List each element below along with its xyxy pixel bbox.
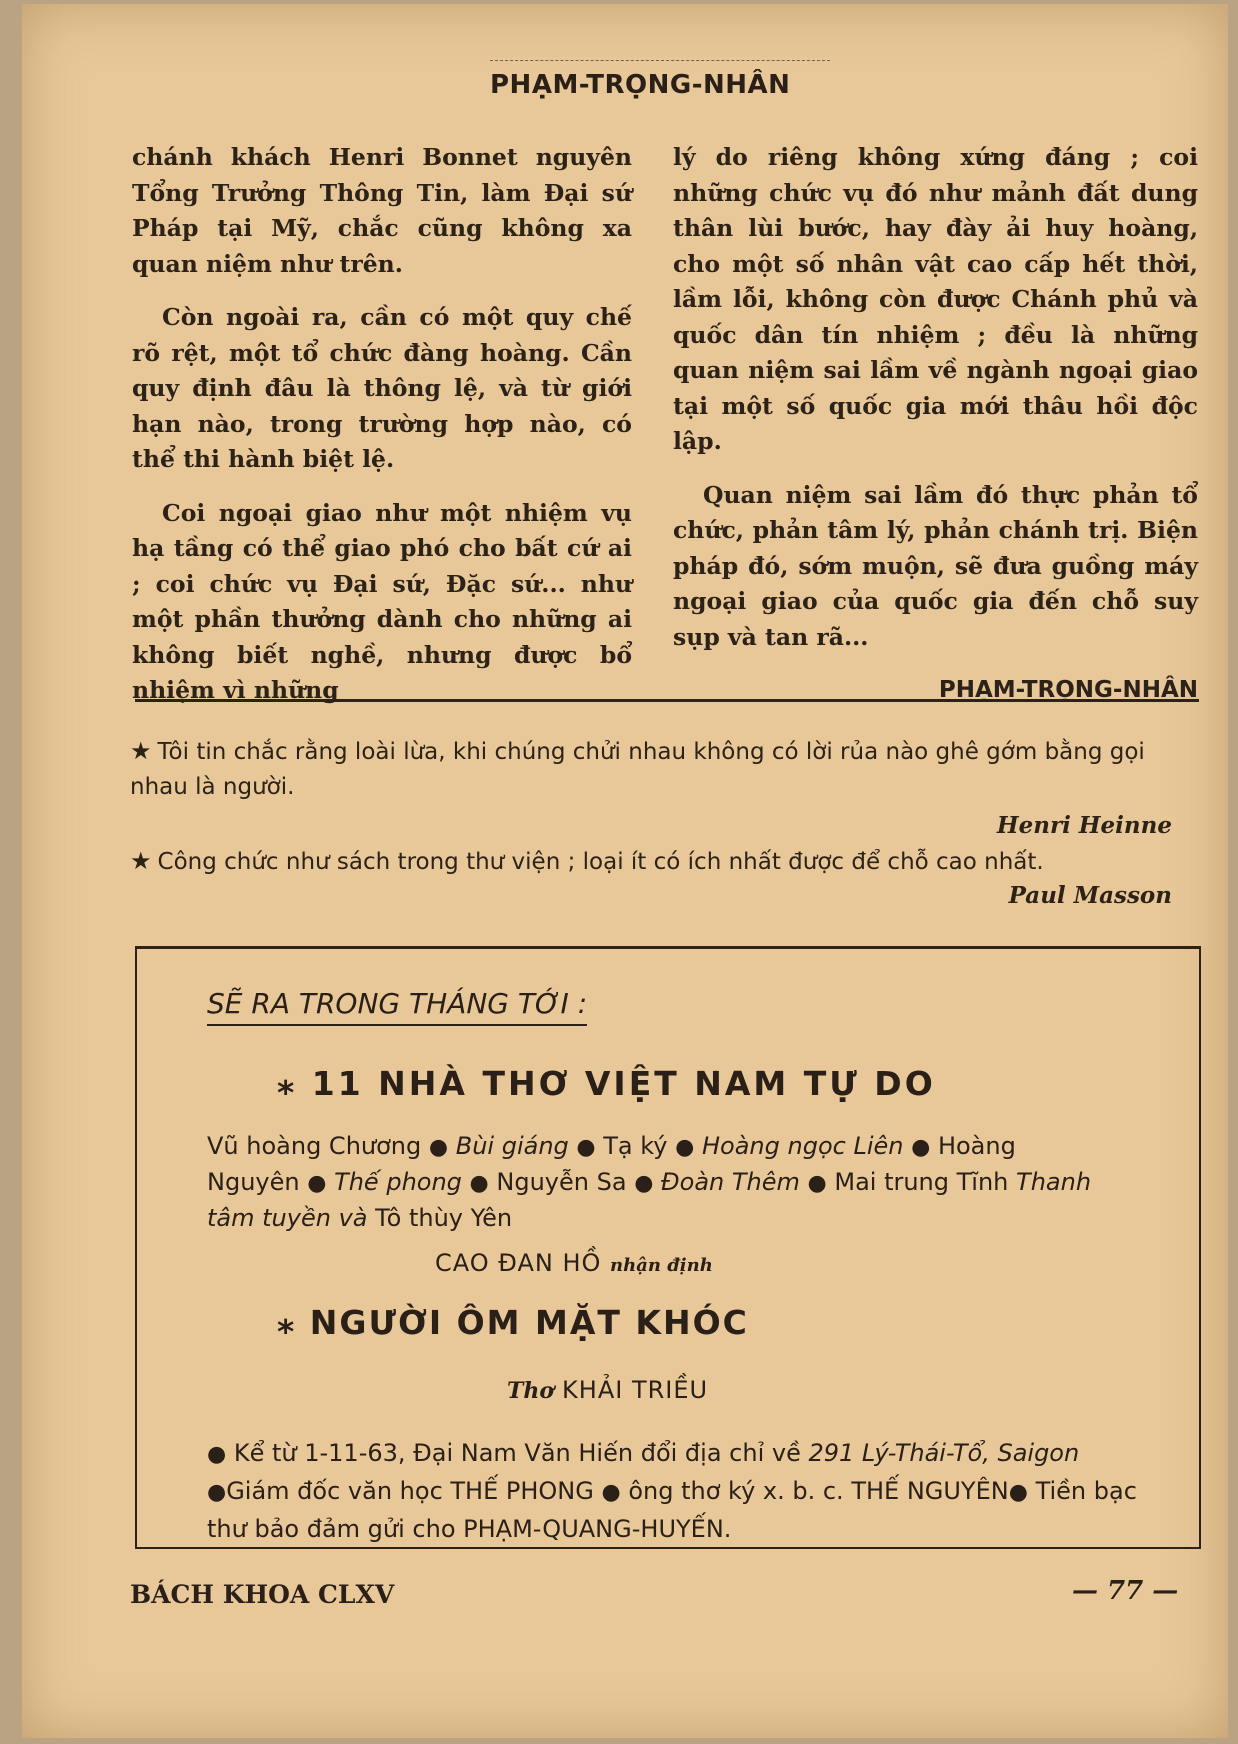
page [22,4,1228,1738]
poet-name: Vũ hoàng Chương [207,1132,422,1160]
paragraph: lý do riêng không xứng đáng ; coi những chức vụ đó như mảnh đất dung thân lùi bước, hay đày ải huy hoàng, cho một số nhân vật cao cấp hết thời, lầm lỗi, không còn được Chánh phủ và quốc dân tín nhiệm ; đều là những quan niệm sai lầm về ngành ngoại giao tại một số quốc gia mới thâu hồi độc lập. [673,143,1198,455]
paragraph: chánh khách Henri Bonnet nguyên Tổng Trưởng Thông Tin, làm Đại sứ Pháp tại Mỹ, chắc cũng không xa quan niệm như trên. [132,143,632,278]
bullet-icon: ● [469,1171,489,1196]
star-icon: ★ [130,737,152,765]
conjunction: và [338,1204,368,1232]
running-head: PHẠM-TRỌNG-NHÂN [490,70,791,100]
bullet-icon: ● [807,1171,827,1196]
paragraph: Coi ngoại giao như một nhiệm vụ hạ tầng có thể giao phó cho bất cứ ai ; coi chức vụ Đại sứ, Đặc sứ... như một phần thưởng dành cho những ai không biết nghề, nhưng được bổ nhiệm vì những [132,498,632,704]
section-divider [135,699,1199,702]
poet-name: Tạ ký [603,1132,668,1160]
author-signature: PHẠM-TRỌNG-NHÂN [938,677,1198,703]
article-right-column [673,140,1198,709]
notice: ● Kể từ 1-11-63, Đại Nam Văn Hiến đổi địa chỉ về 291 Lý-Thái-Tổ, Saigon ●Giám đốc văn học THẾ PHONG ● ông thơ ký x. b. c. THẾ NGUYÊN● Tiền bạc thư bảo đảm gửi cho PHẠM-QUANG-HUYẾN. [207,1439,1137,1543]
article-left-column [132,140,632,727]
quote-author: Paul Masson [1008,882,1172,909]
bullet-icon: ● [634,1171,654,1196]
poet-list [207,1129,1107,1236]
poet-name: Nguyễn Sa [496,1168,627,1196]
quote-text: Tôi tin chắc rằng loài lừa, khi chúng chửi nhau không có lời rủa nào ghê gớm bằng gọi nhau là người. [130,739,1145,800]
magazine-footer: BÁCH KHOA CLXV [130,1580,395,1609]
book-title: ⁎ NGƯỜI ÔM MẶT KHÓC [277,1303,749,1342]
bullet-icon: ⁎ [277,1303,297,1342]
bullet-icon: ● [576,1135,596,1160]
quote-author: Henri Heinne [996,812,1172,839]
bullet-icon: ● [911,1135,931,1160]
book-title: ⁎ 11 NHÀ THƠ VIỆT NAM TỰ DO [277,1064,936,1103]
bullet-icon: ● [428,1135,449,1160]
paragraph: Quan niệm sai lầm đó thực phản tổ chức, phản tâm lý, phản chánh trị. Biện pháp đó, sớm muộn, sẽ đưa guồng máy ngoại giao của quốc gia đến chỗ suy sụp và tan rã... [673,480,1198,651]
bullet-icon: ● [307,1171,327,1196]
bullet-icon: ● [207,1442,227,1467]
page-number: — 77 — [1072,1576,1179,1606]
announcement-box [135,946,1201,1549]
bullet-icon: ● [207,1480,227,1505]
header-rule [490,60,830,61]
address: 291 Lý-Thái-Tổ, Saigon [808,1439,1080,1467]
paragraph: Còn ngoài ra, cần có một quy chế rõ rệt, một tổ chức đàng hoàng. Cần quy định đâu là thông lệ, và từ giới hạn nào, trong trường hợp nào, có thể thi hành biệt lệ. [132,303,632,473]
bullet-icon: ⁎ [277,1064,298,1103]
coming-soon-heading: SẼ RA TRONG THÁNG TỚI : [207,987,587,1026]
poet-name: Bùi giáng [455,1132,569,1160]
quote-text: Công chức như sách trong thư viện ; loại ít có ích nhất được để chỗ cao nhất. [157,849,1044,875]
poet-name: Mai trung Tĩnh [834,1168,1009,1196]
poet-name: Đoàn Thêm [661,1168,800,1196]
bullet-icon: ● [1008,1480,1028,1505]
poet-name: Hoàng Nguyên [207,1132,1016,1196]
star-icon: ★ [130,847,152,875]
poet-name: Tô thùy Yên [375,1204,513,1232]
quote [130,734,1202,839]
poet-credit: Thơ KHẢI TRIỀU [507,1376,709,1404]
poet-name: Hoàng ngọc Liên [701,1132,904,1160]
bullet-icon: ● [601,1480,621,1505]
bullet-icon: ● [675,1135,695,1160]
poet-name: Thế phong [334,1168,462,1196]
quote [130,844,1202,909]
poet-name: Thanh tâm tuyền [207,1168,1092,1232]
critic-credit: CAO ĐAN HỒ nhận định [435,1249,713,1277]
